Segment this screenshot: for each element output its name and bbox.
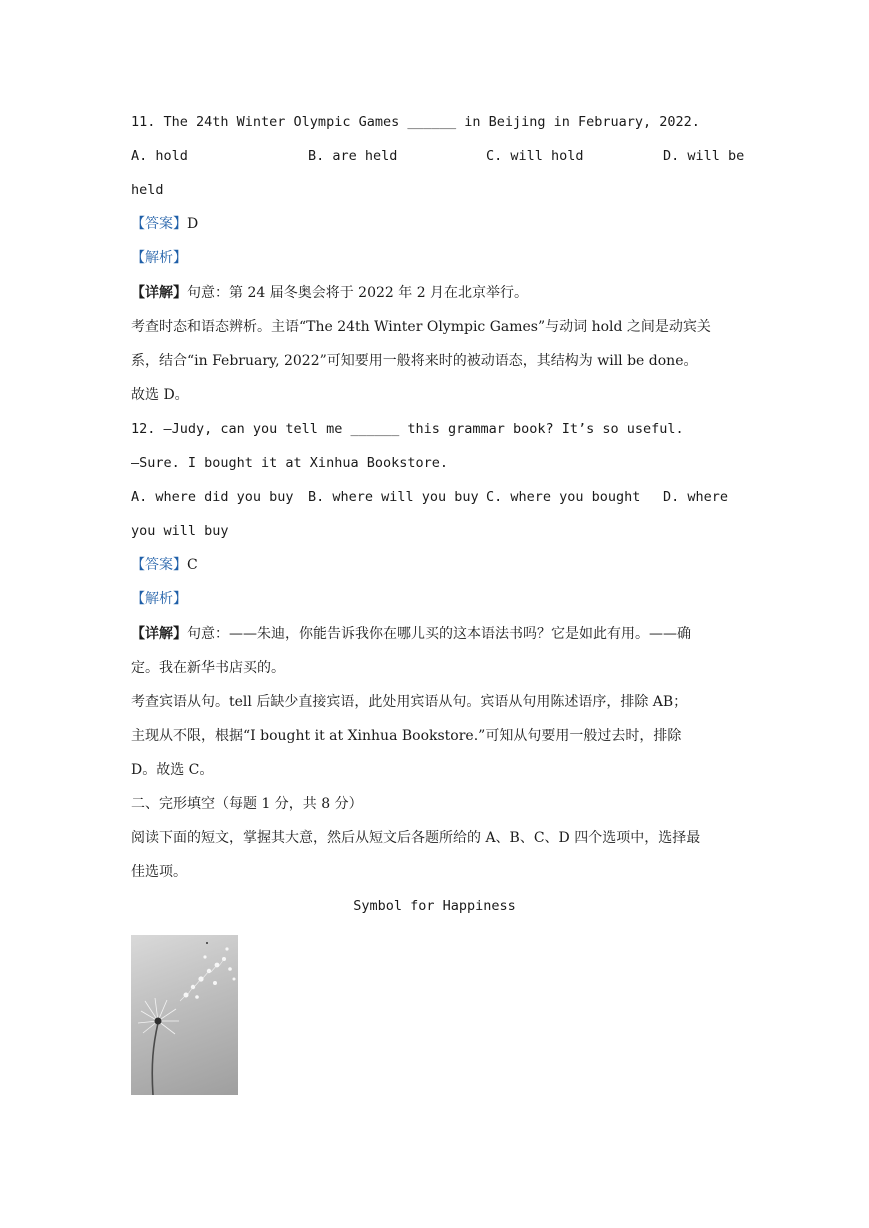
q11-option-a: A. hold — [131, 148, 188, 164]
q12-analysis-tag: 【解析】 — [131, 591, 187, 607]
q12-option-a: A. where did you buy — [131, 489, 294, 505]
q12-reply: —Sure. I bought it at Xinhua Bookstore. — [131, 455, 448, 471]
q11-stem: 11. The 24th Winter Olympic Games ______ in Beijing in February, 2022. — [131, 114, 700, 130]
q12-detail — [131, 624, 691, 644]
q11-option-b: B. are held — [308, 148, 398, 164]
q12-detail-line: 定。我在新华书店买的。 — [131, 660, 285, 676]
q12-explain-line: D。故选 C。 — [131, 762, 214, 778]
q11-explain-line: 考查时态和语态辨析。主语“The 24th Winter Olympic Games”与动词 hold 之间是动宾关 — [131, 319, 711, 335]
q12-explain-line: 主现从不限，根据“I bought it at Xinhua Bookstore.”可知从句要用一般过去时，排除 — [131, 728, 682, 744]
answer-value: C — [187, 557, 198, 573]
answer-value: D — [187, 216, 199, 232]
detail-text: 句意：第 24 届冬奥会将于 2022 年 2 月在北京举行。 — [187, 285, 529, 301]
passage-title: Symbol for Happiness — [353, 898, 516, 914]
q12-option-b: B. where will you buy — [308, 489, 479, 505]
detail-text: 句意：——朱迪，你能告诉我你在哪儿买的这本语法书吗？它是如此有用。——确 — [187, 626, 691, 642]
section-instruction: 佳选项。 — [131, 864, 187, 880]
detail-tag: 【详解】 — [131, 285, 187, 301]
section-heading: 二、完形填空（每题 1 分，共 8 分） — [131, 796, 363, 812]
q11-detail — [131, 283, 528, 303]
q12-option-wrap: you will buy — [131, 523, 229, 539]
q11-analysis-tag: 【解析】 — [131, 250, 187, 266]
dandelion-illustration — [131, 935, 238, 1095]
answer-tag: 【答案】 — [131, 216, 187, 232]
q11-option-wrap: held — [131, 182, 164, 198]
section-instruction: 阅读下面的短文，掌握其大意，然后从短文后各题所给的 A、B、C、D 四个选项中，选择最 — [131, 830, 701, 846]
answer-tag: 【答案】 — [131, 557, 187, 573]
q11-explain-line: 故选 D。 — [131, 387, 189, 403]
q12-option-c: C. where you bought — [486, 489, 641, 505]
q12-explain-line: 考查宾语从句。tell 后缺少直接宾语，此处用宾语从句。宾语从句用陈述语序，排除 AB； — [131, 694, 688, 710]
q12-stem: 12. —Judy, can you tell me ______ this grammar book? It’s so useful. — [131, 421, 684, 437]
q12-answer — [131, 555, 198, 575]
detail-tag: 【详解】 — [131, 626, 187, 642]
q11-option-c: C. will hold — [486, 148, 584, 164]
dandelion-image — [131, 935, 238, 1095]
q11-answer — [131, 214, 198, 234]
q12-option-d: D. where — [663, 489, 729, 505]
q11-option-d: D. will be — [663, 148, 745, 164]
q11-explain-line: 系，结合“in February, 2022”可知要用一般将来时的被动语态，其结构为 will be done。 — [131, 353, 698, 369]
